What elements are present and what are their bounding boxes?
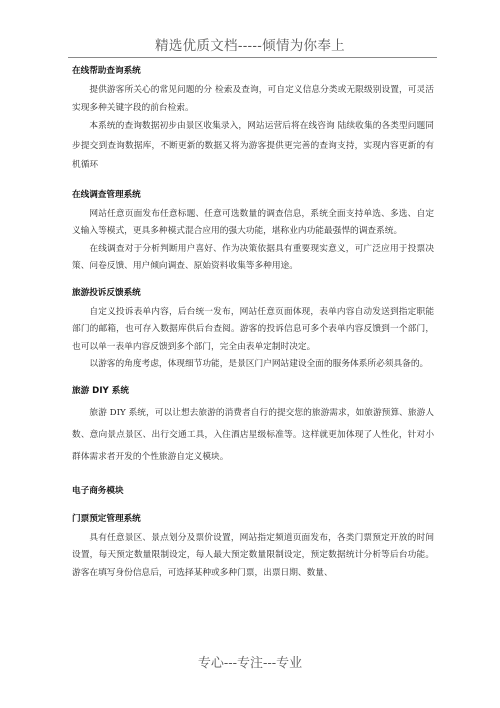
section-heading: 旅游 DIY 系统 — [72, 385, 129, 396]
paragraph: 以游客的角度考虑，体现细节功能，是景区门户网站建设全面的服务体系所必须具备的。 — [89, 359, 429, 369]
section-heading: 门票预定管理系统 — [72, 513, 141, 524]
page-header: 精选优质文档-----倾情为你奉上 — [155, 38, 345, 54]
page-footer: 专心---专注---专业 — [197, 656, 303, 671]
paragraph: 旅游 DIY 系统，可以让想去旅游的消费者自行的提交您的旅游需求，如旅游预算、旅游人数、意向景点景区、出行交通工具，入住酒店星级标准等。这样就更加体现了人性化，针对小群体需求者开发的个性旅游自定义模块。 — [72, 407, 434, 462]
paragraph: 自定义投诉表单内容，后台统一发布，网站任意页面体现，表单内容自动发送到指定职能部门的邮箱，也可存入数据库供后台查阅。游客的投诉信息可多个表单内容反馈到一个部门，也可以单一表单内容反馈到多个部门，完全由表单定制时决定。 — [72, 306, 434, 352]
section-heading: 在线调查管理系统 — [72, 189, 141, 200]
section-heading: 旅游投诉反馈系统 — [72, 287, 141, 298]
header-divider — [68, 57, 437, 58]
section-diy — [72, 384, 434, 468]
paragraph: 本系统的查询数据初步由景区收集录入，网站运营后将在线咨询 陆续收集的各类型问题同步提交到查询数据库，不断更新的数据又将为游客提供更完善的查询支持，实现内容更新的有机循环 — [72, 121, 434, 170]
paragraph: 网站任意页面发布任意标题、任意可选数量的调查信息，系统全面支持单选、多选、自定义输入等模式，更具多种模式混合应用的强大功能，堪称业内功能最强悍的调查系统。 — [72, 208, 434, 236]
section-help-query — [72, 64, 434, 176]
section-survey — [72, 188, 434, 276]
paragraph: 提供游客所关心的常见问题的分 检索及查询，可自定义信息分类或无限级别设置，可灵活实现多种关键字段的前台检索。 — [72, 85, 434, 113]
section-complaint — [72, 286, 434, 374]
module-title: 电子商务模块 — [72, 485, 124, 496]
paragraph: 在线调查对于分析判断用户喜好、作为决策依据具有重要现实意义，可广泛应用于投票决策、问卷反馈、用户倾向调查、原始资料收集等多种用途。 — [72, 243, 434, 271]
section-heading: 在线帮助查询系统 — [72, 66, 141, 76]
document-body — [72, 64, 434, 591]
paragraph: 具有任意景区、景点划分及票价设置，网站指定频道页面发布，各类门票预定开放的时间设置，每天预定数量限制设定，每人最大预定数量限制设定，预定数据统计分析等后台功能。游客在填写身份信息后，可选择某种或多种门票，出票日期、数量、 — [72, 532, 434, 578]
section-ticket — [72, 512, 434, 583]
